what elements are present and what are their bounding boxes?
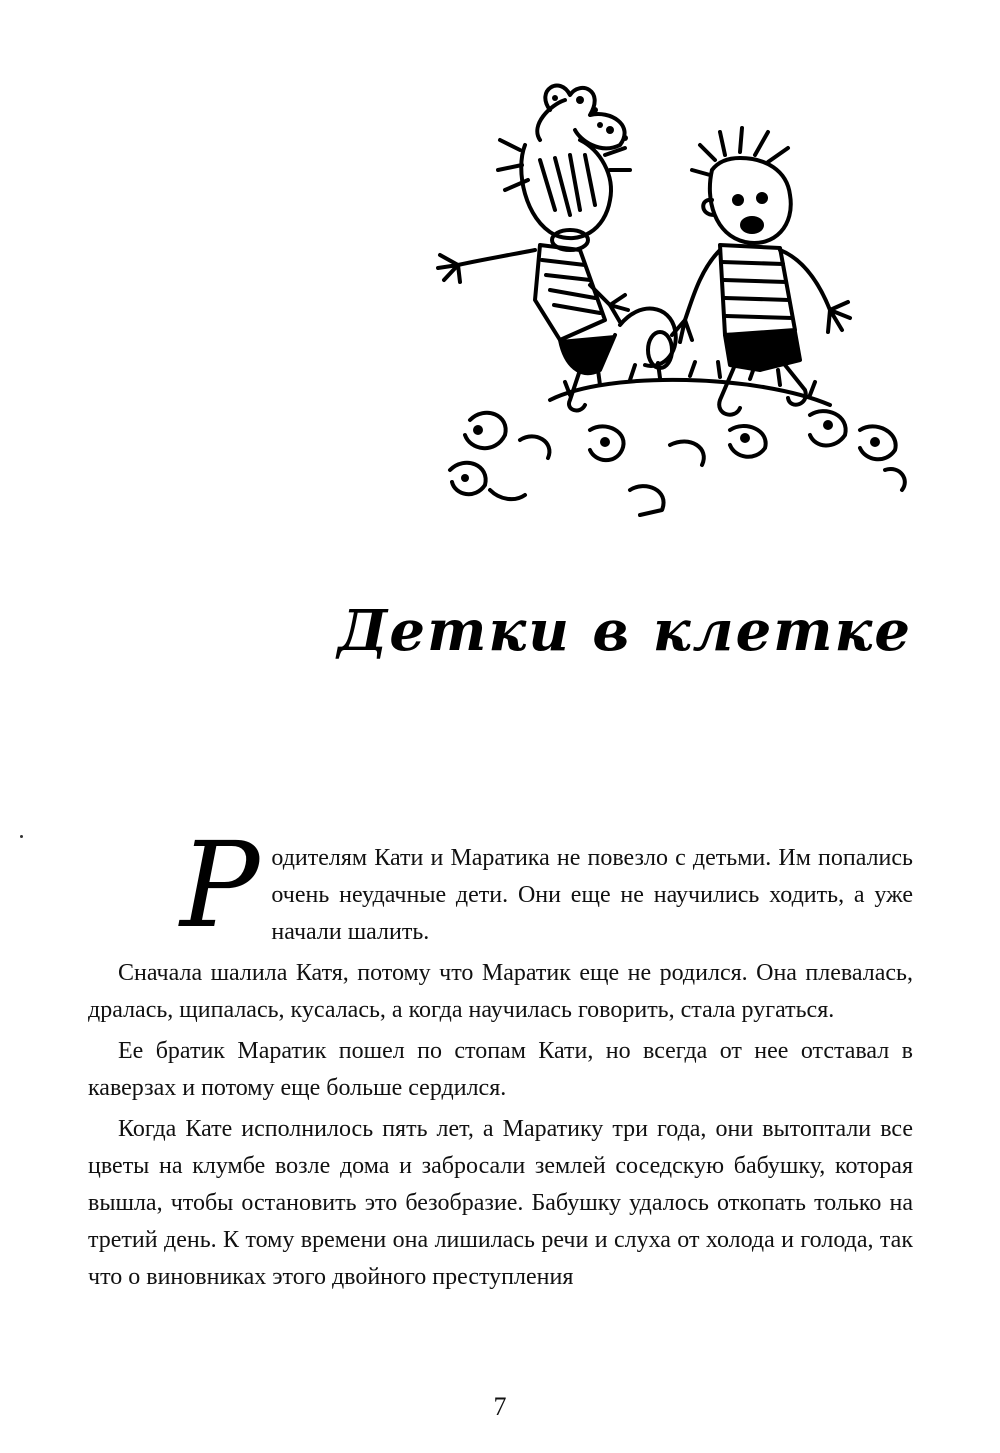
paragraph-4: Когда Кате исполнилось пять лет, а Маратику три года, они вытоптали все цветы на клумбе возле дома и забросали землей соседскую бабушку, которая вышла, чтобы остановить это безобразие. Бабушку удалось откопать только на третий день. К тому времени она лишилась речи и слуха от холода и голода, так что о виновниках этого двойного преступления bbox=[88, 1116, 913, 1290]
children-illustration bbox=[430, 70, 920, 530]
drop-cap: Р bbox=[180, 816, 260, 954]
paragraph-1-text: одителям Кати и Маратика не повезло с детьми. Им попались очень неудачные дети. Они еще не научились ходить, а уже начали шалить. bbox=[271, 845, 913, 945]
print-speck bbox=[20, 835, 23, 838]
chapter-title: Детки в клетке bbox=[337, 598, 912, 664]
paragraph-1 bbox=[88, 816, 913, 954]
page-number: 7 bbox=[493, 1392, 507, 1421]
paragraph-2: Сначала шалила Катя, потому что Маратик еще не родился. Она плевалась, дралась, щипалась, кусалась, а когда научилась говорить, стала ругаться. bbox=[88, 960, 913, 1023]
body-text bbox=[88, 816, 913, 1300]
paragraph-3: Ее братик Маратик пошел по стопам Кати, но всегда от нее отставал в каверзах и потому еще больше сердился. bbox=[88, 1038, 913, 1101]
